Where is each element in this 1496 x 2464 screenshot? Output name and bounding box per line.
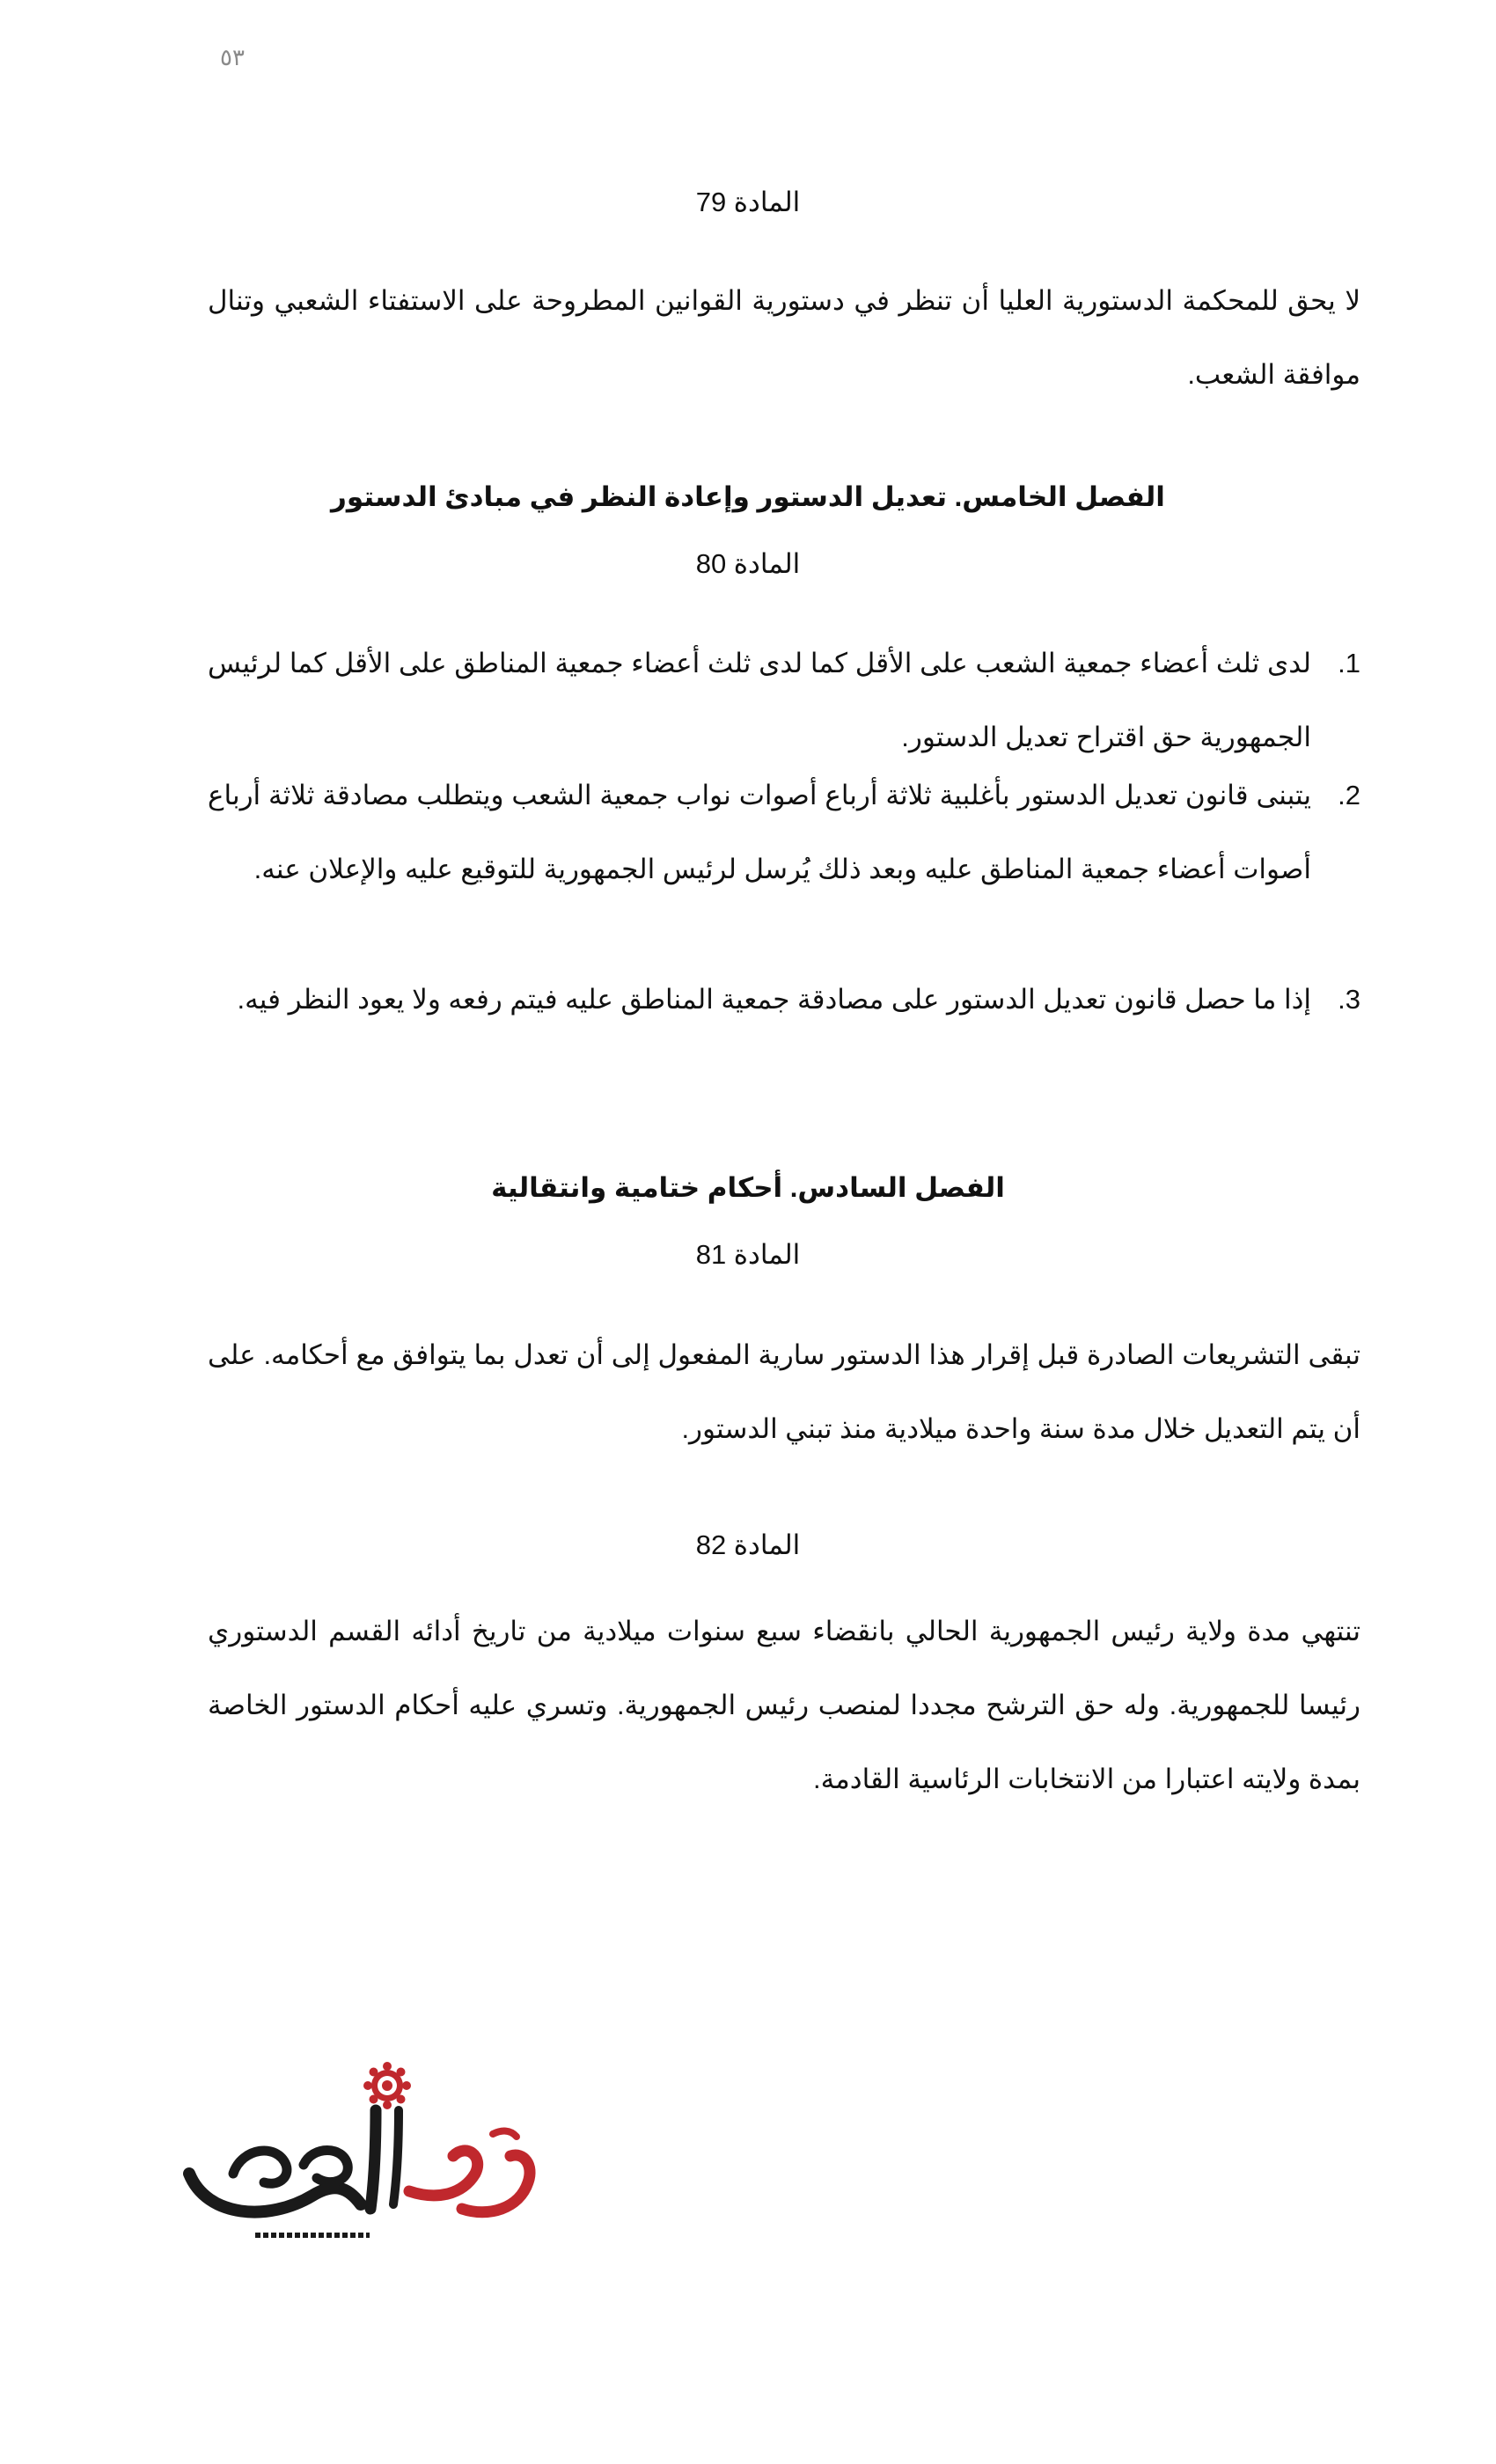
article-80-item-1 [208, 627, 1360, 774]
list-text: لدى ثلث أعضاء جمعية الشعب على الأقل كما لدى ثلث أعضاء جمعية المناطق على الأقل كما لرئيس الجمهورية حق اقتراح تعديل الدستور. [208, 648, 1311, 752]
list-text: إذا ما حصل قانون تعديل الدستور على مصادقة جمعية المناطق عليه فيتم رفعه ولا يعود النظر فيه. [237, 984, 1311, 1015]
article-81-text: تبقى التشريعات الصادرة قبل إقرار هذا الدستور سارية المفعول إلى أن تعدل بما يتوافق مع أحكامه. على أن يتم التعديل خلال مدة سنة واحدة ميلادية منذ تبني الدستور. [208, 1339, 1360, 1444]
list-number: 3. [1338, 984, 1360, 1015]
chapter-6-title: الفصل السادس. أحكام ختامية وانتقالية [491, 1172, 1005, 1203]
article-79-heading: المادة 79 [695, 187, 801, 217]
article-80-item-2 [208, 759, 1360, 906]
article-80-heading: المادة 80 [695, 548, 801, 579]
article-81-heading: المادة 81 [695, 1239, 801, 1270]
list-number: 1. [1338, 648, 1360, 678]
article-82-heading: المادة 82 [695, 1529, 801, 1560]
article-79-text: لا يحق للمحكمة الدستورية العليا أن تنظر في دستورية القوانين المطروحة على الاستفتاء الشعبي وتنال موافقة الشعب. [208, 285, 1360, 390]
article-82-text: تنتهي مدة ولاية رئيس الجمهورية الحالي بانقضاء سبع سنوات ميلادية من تاريخ أدائه القسم الدستوري رئيسا للجمهورية. وله حق الترشح مجددا لمنصب رئيس الجمهورية. وتسري عليه أحكام الدستور الخاصة بمدة ولايته اعتبارا من الانتخابات الرئاسية القادمة. [208, 1616, 1360, 1794]
page-number: ٥٣ [220, 44, 245, 70]
chapter-5-title: الفصل الخامس. تعديل الدستور وإعادة النظر في مبادئ الدستور [331, 481, 1165, 512]
list-text: يتبنى قانون تعديل الدستور بأغلبية ثلاثة أرباع أصوات نواب جمعية الشعب ويتطلب مصادقة ثلاثة أرباع أصوات أعضاء جمعية المناطق عليه وبعد ذلك يُرسل لرئيس الجمهورية للتوقيع عليه والإعلان عنه. [208, 780, 1311, 884]
list-number: 2. [1338, 780, 1360, 810]
article-80-item-3 [208, 963, 1360, 1037]
rosette-icon [363, 2062, 411, 2109]
zaman-alwasl-logo [172, 2042, 550, 2253]
